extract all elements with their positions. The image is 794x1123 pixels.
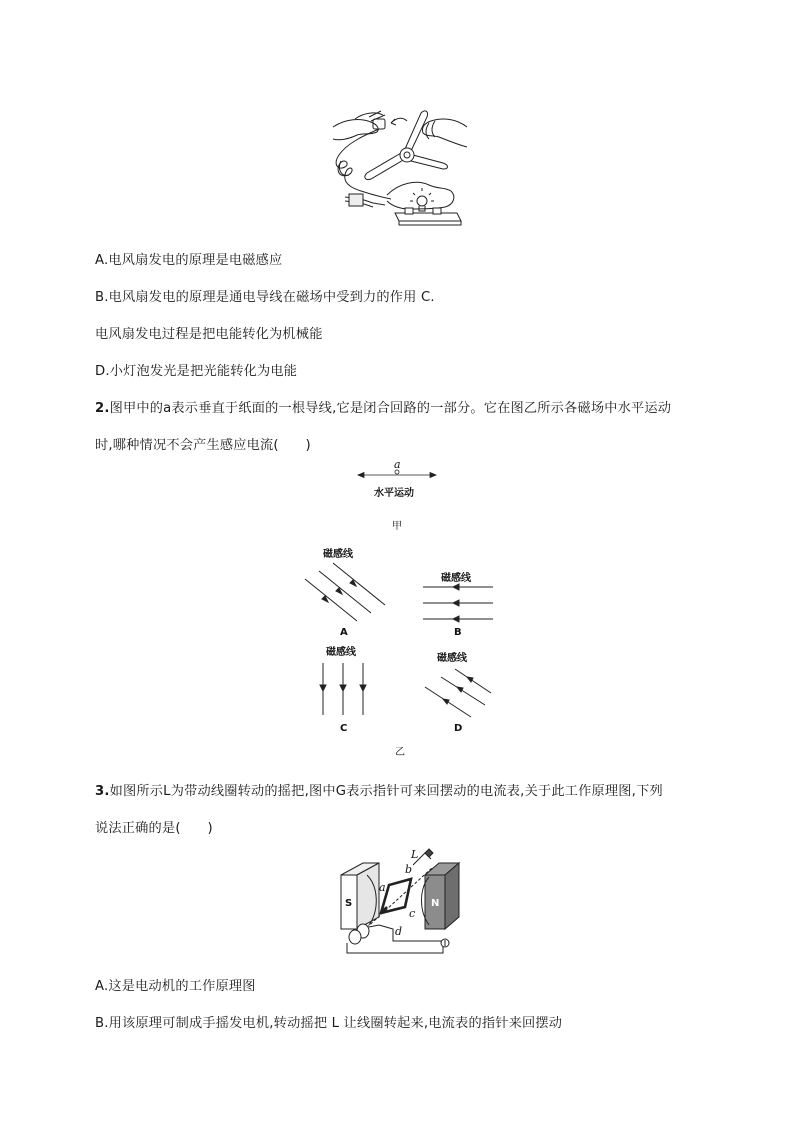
panel-d-title: 磁感线	[437, 653, 467, 664]
motion-label: 水平运动	[374, 488, 414, 499]
panel-b	[423, 571, 493, 638]
q2-text: 图甲中的a表示垂直于纸面的一根导线,它是闭合回路的一部分。它在图乙所示各磁场中水平运动	[109, 401, 672, 416]
panel-a	[305, 547, 385, 638]
q3-stem-line2: 说法正确的是( )	[95, 821, 213, 836]
q3-stem-line1	[95, 780, 663, 799]
panel-a-letter: A	[340, 627, 348, 638]
generator-figure	[333, 845, 468, 957]
coil-d-label: d	[395, 925, 403, 938]
q1-option-b: B.电风扇发电的原理是通电导线在磁场中受到力的作用 C.	[95, 290, 435, 305]
q1-option-a: A.电风扇发电的原理是电磁感应	[95, 253, 283, 268]
q3-text: 如图所示L为带动线圈转动的摇把,图中G表示指针可来回摆动的电流表,关于此工作原理图,下列	[109, 784, 663, 799]
figure-jia	[352, 458, 442, 534]
n-pole-label: N	[431, 898, 440, 909]
panel-a-title: 磁感线	[323, 549, 353, 560]
crank-l-label: L	[411, 848, 419, 861]
q2-stem-line2: 时,哪种情况不会产生感应电流( )	[95, 438, 311, 453]
wire-a-label: a	[394, 458, 401, 471]
fan-generator-figure	[325, 105, 475, 230]
panel-c-letter: C	[340, 723, 348, 734]
q3-option-b: B.用该原理可制成手摇发电机,转动摇把 L 让线圈转起来,电流表的指针来回摆动	[95, 1016, 563, 1031]
panel-c-title: 磁感线	[326, 647, 356, 658]
s-pole-label: S	[345, 898, 353, 909]
q2-number: 2.	[95, 401, 110, 416]
figure-yi	[295, 545, 505, 760]
q3-number: 3.	[95, 784, 110, 799]
panel-b-letter: B	[454, 627, 462, 638]
coil-b-label: b	[405, 863, 413, 876]
figure-yi-caption: 乙	[395, 747, 405, 758]
figure-jia-caption: 甲	[392, 521, 402, 532]
q2-stem-line1	[95, 397, 671, 416]
coil-c-label: c	[409, 907, 416, 920]
q3-option-a: A.这是电动机的工作原理图	[95, 979, 256, 994]
coil-a-label: a	[379, 881, 386, 894]
panel-d-letter: D	[454, 723, 463, 734]
q1-option-c: 电风扇发电过程是把电能转化为机械能	[95, 327, 323, 342]
q1-option-d: D.小灯泡发光是把光能转化为电能	[95, 364, 298, 379]
panel-d	[425, 651, 491, 734]
panel-c	[320, 645, 366, 734]
panel-b-title: 磁感线	[441, 573, 471, 584]
